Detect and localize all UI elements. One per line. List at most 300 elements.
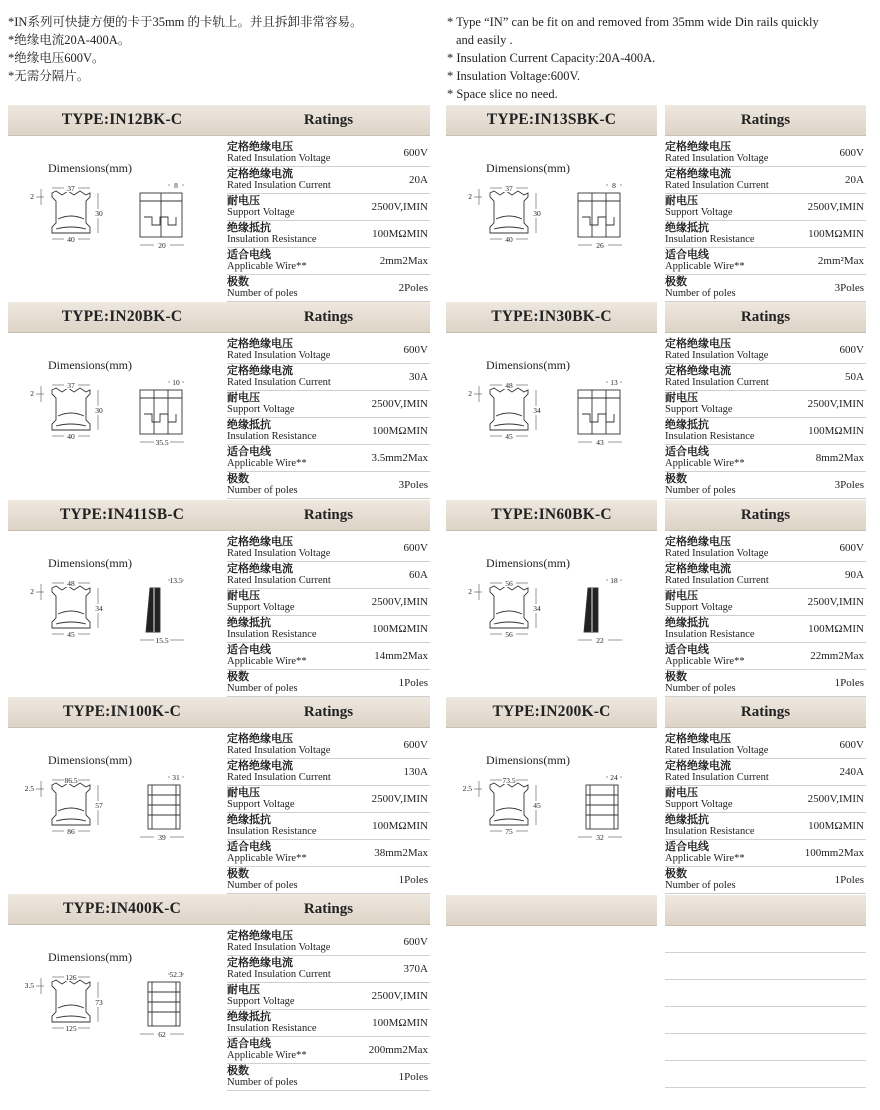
rating-value: 2500V,IMIN: [371, 201, 428, 213]
rating-label-cn: 适合电线: [227, 643, 271, 656]
dimension-value: 43: [596, 438, 604, 447]
ratings-table: [665, 535, 866, 697]
rating-value: 14mm2Max: [374, 650, 428, 662]
rating-label-en: Support Voltage: [665, 404, 733, 415]
rating-label-cn: 定格绝缘电流: [227, 759, 293, 772]
rating-value: 600V: [839, 344, 864, 356]
intro-en-line: * Insulation Voltage:600V.: [447, 69, 580, 83]
rating-value: 2500V,IMIN: [371, 990, 428, 1002]
rating-row: [665, 337, 866, 364]
rating-label-en: Rated Insulation Voltage: [227, 745, 331, 756]
rating-value: 3Poles: [834, 479, 864, 491]
dimension-drawing: [466, 179, 646, 279]
dimension-drawing: [462, 771, 646, 871]
ratings-table: [665, 140, 866, 302]
product-block: [0, 302, 880, 499]
rating-label-en: Number of poles: [227, 1077, 298, 1088]
rating-label: [665, 733, 768, 757]
rating-value: 38mm2Max: [374, 847, 428, 859]
product-type-title: TYPE:IN411SB-C: [8, 500, 236, 531]
rating-row: [665, 275, 866, 302]
rating-label: [665, 617, 755, 641]
dimension-value: 2.5: [462, 784, 472, 793]
rating-label-cn: 耐电压: [227, 194, 260, 207]
rating-label-cn: 定格绝缘电压: [227, 535, 293, 548]
dimension-value: 86.5: [64, 776, 78, 785]
rating-label: [665, 446, 745, 470]
dimension-value: 2: [30, 587, 34, 596]
rating-label-cn: 定格绝缘电流: [665, 759, 731, 772]
dimension-value: 37: [67, 381, 75, 390]
rating-row: [665, 391, 866, 418]
side-view: [578, 390, 620, 434]
rating-value: 30A: [409, 371, 428, 383]
rating-label-cn: 适合电线: [665, 643, 709, 656]
rating-label-en: Number of poles: [227, 288, 298, 299]
intro-en-line: * Type “IN” can be fit on and removed from 35mm wide Din rails quickly: [447, 15, 819, 29]
ratings-heading: Ratings: [227, 302, 430, 333]
dimension-value: 2: [468, 389, 472, 398]
rating-label-en: Support Voltage: [227, 404, 295, 415]
rating-row: [665, 643, 866, 670]
rating-row: [665, 562, 866, 589]
rating-label-en: Rated Insulation Voltage: [227, 153, 331, 164]
dimension-value: 45: [505, 432, 513, 441]
empty-header-bar: [665, 895, 866, 926]
rating-value: 8mm2Max: [815, 452, 864, 464]
ratings-table: [665, 732, 866, 894]
terminal-drawing-svg: [466, 376, 646, 476]
ratings-heading: Ratings: [227, 500, 430, 531]
dimension-value: 75: [505, 827, 513, 836]
rating-label: [665, 168, 769, 192]
rating-label-en: Rated Insulation Current: [227, 772, 331, 783]
front-view: [490, 586, 528, 628]
rating-label: [665, 590, 733, 614]
rating-label-cn: 定格绝缘电流: [665, 167, 731, 180]
rating-value: 100MΩMIN: [372, 1017, 428, 1029]
dimension-drawing: [466, 574, 646, 674]
rating-value: 2500V,IMIN: [371, 398, 428, 410]
terminal-drawing-svg: [466, 179, 646, 279]
dimension-value: 57: [95, 801, 103, 810]
rating-label-cn: 适合电线: [227, 248, 271, 261]
rating-label-cn: 绝缘抵抗: [227, 418, 271, 431]
intro-en-line: * Insulation Current Capacity:20A-400A.: [447, 51, 656, 65]
rating-value: 600V: [839, 542, 864, 554]
product-type-title: TYPE:IN13SBK-C: [446, 105, 657, 136]
intro-english: [447, 13, 867, 103]
rating-label-cn: 耐电压: [227, 589, 260, 602]
rating-label-en: Insulation Resistance: [665, 629, 755, 640]
rating-label-en: Applicable Wire**: [227, 261, 307, 272]
rating-label-en: Support Voltage: [665, 207, 733, 218]
product-block: [0, 697, 880, 894]
rating-label-cn: 定格绝缘电压: [227, 929, 293, 942]
rating-row: [227, 929, 430, 956]
rating-value: 100MΩMIN: [372, 623, 428, 635]
rating-label-en: Number of poles: [665, 683, 736, 694]
rating-row: [665, 167, 866, 194]
rating-row: [227, 1037, 430, 1064]
rating-label: [665, 276, 736, 300]
rating-row: [665, 670, 866, 697]
product-block: [0, 105, 880, 302]
rating-label-en: Applicable Wire**: [227, 458, 307, 469]
rating-label: [665, 644, 745, 668]
dimension-value: 35.5: [155, 438, 169, 447]
dimension-value: 32: [596, 833, 604, 842]
rating-label-cn: 定格绝缘电压: [227, 732, 293, 745]
rating-label-cn: 适合电线: [665, 445, 709, 458]
dimension-value: 34: [533, 406, 541, 415]
rating-label-cn: 极数: [227, 867, 249, 880]
rating-value: 600V: [403, 739, 428, 751]
ratings-heading: Ratings: [665, 105, 866, 136]
rating-label: [665, 760, 769, 784]
rating-label-cn: 极数: [665, 867, 687, 880]
rating-label: [665, 841, 745, 865]
rating-label-cn: 绝缘抵抗: [227, 616, 271, 629]
rating-row: [665, 535, 866, 562]
front-view: [52, 980, 90, 1022]
rating-label-cn: 绝缘抵抗: [665, 221, 709, 234]
dimension-value: 40: [505, 235, 513, 244]
dimension-value: 22: [596, 636, 604, 645]
dimensions-label: Dimensions(mm): [48, 358, 132, 372]
rating-label-cn: 极数: [227, 275, 249, 288]
rating-label-cn: 极数: [665, 472, 687, 485]
product-type-title: TYPE:IN200K-C: [446, 697, 657, 728]
rating-label-cn: 定格绝缘电流: [227, 364, 293, 377]
rating-value: 2500V,IMIN: [371, 596, 428, 608]
rating-label-en: Insulation Resistance: [227, 629, 317, 640]
rating-label-cn: 定格绝缘电压: [227, 140, 293, 153]
dimension-value: 24: [610, 773, 618, 782]
rating-label-en: Rated Insulation Voltage: [227, 350, 331, 361]
rating-row: [227, 983, 430, 1010]
dimension-value: 86: [67, 827, 75, 836]
ratings-heading: Ratings: [227, 697, 430, 728]
rating-value: 100MΩMIN: [372, 228, 428, 240]
rating-value: 600V: [403, 344, 428, 356]
dimension-value: 20: [158, 241, 166, 250]
rating-label: [227, 1065, 298, 1089]
rating-label-cn: 适合电线: [227, 840, 271, 853]
rating-label-cn: 绝缘抵抗: [227, 221, 271, 234]
product-type-title: TYPE:IN12BK-C: [8, 105, 236, 136]
rating-value: 600V: [839, 147, 864, 159]
rating-value: 370A: [403, 963, 428, 975]
dimensions-label: Dimensions(mm): [486, 358, 570, 372]
ratings-heading: Ratings: [665, 697, 866, 728]
intro-chinese: [8, 13, 428, 85]
dimension-value: 18: [610, 576, 618, 585]
rating-value: 100MΩMIN: [372, 425, 428, 437]
ratings-table: [227, 929, 430, 1091]
dimension-value: 52.3: [169, 970, 183, 979]
rating-label-en: Rated Insulation Voltage: [227, 942, 331, 953]
rating-label-cn: 适合电线: [227, 445, 271, 458]
rating-label-cn: 定格绝缘电流: [665, 364, 731, 377]
terminal-drawing-svg: [24, 968, 208, 1068]
rating-row: [665, 759, 866, 786]
rating-label-cn: 绝缘抵抗: [665, 813, 709, 826]
rating-label-en: Number of poles: [227, 683, 298, 694]
dimension-value: 2: [468, 192, 472, 201]
rating-value: 600V: [403, 542, 428, 554]
rating-label-en: Number of poles: [665, 485, 736, 496]
dimension-value: 30: [95, 209, 103, 218]
rating-label-cn: 极数: [665, 275, 687, 288]
rating-label: [665, 536, 768, 560]
terminal-drawing-svg: [466, 574, 646, 674]
rating-label-en: Insulation Resistance: [665, 431, 755, 442]
empty-rating-lines: [665, 926, 866, 1088]
dimension-value: 15.5: [155, 636, 169, 645]
side-view: [586, 785, 618, 829]
rating-label-cn: 绝缘抵抗: [665, 616, 709, 629]
rating-value: 240A: [839, 766, 864, 778]
rating-label-en: Rated Insulation Voltage: [227, 548, 331, 559]
rating-label-cn: 定格绝缘电压: [665, 140, 731, 153]
rating-label-en: Support Voltage: [227, 799, 295, 810]
dimension-value: 10: [172, 378, 180, 387]
rating-label-en: Applicable Wire**: [665, 853, 745, 864]
rating-value: 2500V,IMIN: [807, 201, 864, 213]
rating-value: 2Poles: [398, 282, 428, 294]
rating-value: 130A: [403, 766, 428, 778]
intro-en-line: and easily .: [456, 33, 513, 47]
rating-label-en: Rated Insulation Current: [665, 772, 769, 783]
dimension-value: 37: [505, 184, 513, 193]
product-type-title: TYPE:IN400K-C: [8, 894, 236, 925]
rating-value: 2500V,IMIN: [371, 793, 428, 805]
rating-label-cn: 适合电线: [665, 248, 709, 261]
rating-label-en: Support Voltage: [227, 996, 295, 1007]
rating-label-en: Insulation Resistance: [665, 234, 755, 245]
dimension-value: 45: [533, 801, 541, 810]
rating-label-cn: 适合电线: [227, 1037, 271, 1050]
rating-label-cn: 绝缘抵抗: [227, 813, 271, 826]
rating-value: 22mm2Max: [810, 650, 864, 662]
empty-header-bar: [446, 895, 657, 926]
rating-label-en: Insulation Resistance: [227, 1023, 317, 1034]
rating-label: [665, 671, 736, 695]
rating-label: [227, 1038, 307, 1062]
front-view: [490, 388, 528, 430]
rating-label: [665, 141, 768, 165]
rating-value: 50A: [845, 371, 864, 383]
rating-label-en: Insulation Resistance: [227, 234, 317, 245]
rating-row: [665, 813, 866, 840]
dimension-value: 13: [610, 378, 618, 387]
dimension-value: 26: [596, 241, 604, 250]
rating-row: [665, 589, 866, 616]
rating-label: [665, 195, 733, 219]
rating-value: 1Poles: [398, 1071, 428, 1083]
rating-value: 2500V,IMIN: [807, 596, 864, 608]
product-type-title: TYPE:IN100K-C: [8, 697, 236, 728]
rating-label-cn: 耐电压: [665, 194, 698, 207]
rating-label-en: Number of poles: [227, 880, 298, 891]
dimensions-label: Dimensions(mm): [48, 753, 132, 767]
rating-label-cn: 定格绝缘电压: [665, 732, 731, 745]
dimension-value: 40: [67, 432, 75, 441]
rating-label-cn: 定格绝缘电流: [227, 562, 293, 575]
rating-label-en: Applicable Wire**: [665, 656, 745, 667]
rating-label: [665, 563, 769, 587]
dimension-value: 45: [67, 630, 75, 639]
ratings-heading: Ratings: [227, 894, 430, 925]
rating-row: [227, 1010, 430, 1037]
rating-label-en: Insulation Resistance: [227, 431, 317, 442]
dimension-value: 56: [505, 579, 513, 588]
rating-row: [665, 364, 866, 391]
rating-value: 100MΩMIN: [372, 820, 428, 832]
dimension-value: 30: [95, 406, 103, 415]
rating-label: [665, 787, 733, 811]
dimension-value: 8: [174, 181, 178, 190]
dimension-value: 48: [67, 579, 75, 588]
rating-label: [665, 473, 736, 497]
rating-label-en: Applicable Wire**: [227, 1050, 307, 1061]
product-type-title: TYPE:IN60BK-C: [446, 500, 657, 531]
side-view: [148, 982, 180, 1026]
rating-label: [227, 930, 330, 954]
rating-row: [665, 786, 866, 813]
rating-label-cn: 绝缘抵抗: [665, 418, 709, 431]
rating-label-cn: 极数: [665, 670, 687, 683]
rating-label-en: Support Voltage: [665, 602, 733, 613]
rating-row: [665, 616, 866, 643]
rating-label-cn: 耐电压: [227, 983, 260, 996]
terminal-drawing-svg: [462, 771, 646, 871]
rating-value: 20A: [409, 174, 428, 186]
dimension-value: 2: [468, 587, 472, 596]
rating-label-en: Number of poles: [227, 485, 298, 496]
rating-label-en: Insulation Resistance: [665, 826, 755, 837]
ratings-heading: Ratings: [665, 302, 866, 333]
rating-label-cn: 耐电压: [227, 786, 260, 799]
rating-label-en: Rated Insulation Voltage: [665, 745, 769, 756]
rating-label-cn: 耐电压: [227, 391, 260, 404]
rating-value: 600V: [403, 936, 428, 948]
rating-label: [227, 957, 331, 981]
dimensions-label: Dimensions(mm): [486, 556, 570, 570]
rating-row: [665, 840, 866, 867]
rating-value: 100mm2Max: [804, 847, 864, 859]
rating-label: [665, 419, 755, 443]
product-type-title: TYPE:IN20BK-C: [8, 302, 236, 333]
rating-value: 1Poles: [834, 874, 864, 886]
rating-label-cn: 定格绝缘电压: [665, 535, 731, 548]
dimension-value: 13.5: [169, 576, 183, 585]
rating-label: [665, 392, 733, 416]
dimension-value: 31: [172, 773, 180, 782]
rating-label-en: Applicable Wire**: [227, 853, 307, 864]
rating-label-en: Rated Insulation Current: [227, 575, 331, 586]
intro-cn-line: *IN系列可快捷方便的卡于35mm 的卡轨上。并且拆卸非常容易。: [8, 15, 363, 29]
ratings-heading: Ratings: [227, 105, 430, 136]
rating-label-en: Support Voltage: [227, 602, 295, 613]
dimension-value: 126: [65, 973, 77, 982]
dimensions-label: Dimensions(mm): [48, 556, 132, 570]
rating-label-en: Support Voltage: [227, 207, 295, 218]
dimension-value: 34: [533, 604, 541, 613]
dimension-value: 34: [95, 604, 103, 613]
dimension-value: 48: [505, 381, 513, 390]
ratings-heading: Ratings: [665, 500, 866, 531]
rating-label-cn: 定格绝缘电压: [665, 337, 731, 350]
rating-value: 3.5mm2Max: [371, 452, 428, 464]
dimension-value: 73: [95, 998, 103, 1007]
dimensions-label: Dimensions(mm): [486, 161, 570, 175]
rating-row: [665, 194, 866, 221]
rating-label-en: Rated Insulation Current: [665, 575, 769, 586]
rating-value: 100MΩMIN: [808, 425, 864, 437]
product-block: [0, 500, 880, 697]
rating-label: [665, 338, 768, 362]
rating-label-cn: 适合电线: [665, 840, 709, 853]
rating-value: 20A: [845, 174, 864, 186]
rating-value: 2mm²Max: [817, 255, 864, 267]
side-view: [584, 588, 598, 632]
rating-label-cn: 耐电压: [665, 786, 698, 799]
rating-label-en: Rated Insulation Current: [227, 180, 331, 191]
rating-row: [665, 221, 866, 248]
rating-value: 100MΩMIN: [808, 820, 864, 832]
dimension-value: 2.5: [24, 784, 34, 793]
rating-value: 2mm2Max: [379, 255, 428, 267]
rating-label-cn: 定格绝缘电流: [665, 562, 731, 575]
rating-value: 100MΩMIN: [808, 228, 864, 240]
rating-label-cn: 定格绝缘电流: [227, 167, 293, 180]
dimension-value: 3.5: [24, 981, 34, 990]
rating-label-en: Rated Insulation Current: [227, 377, 331, 388]
rating-label: [227, 984, 295, 1008]
dimension-value: 2: [30, 389, 34, 398]
rating-row: [665, 867, 866, 894]
rating-label: [227, 1011, 317, 1035]
rating-row: [665, 732, 866, 759]
rating-value: 60A: [409, 569, 428, 581]
side-view: [578, 193, 620, 237]
rating-label-en: Applicable Wire**: [227, 656, 307, 667]
dimension-value: 39: [158, 833, 166, 842]
intro-cn-line: *无需分隔片。: [8, 69, 90, 83]
rating-row: [227, 956, 430, 983]
rating-label-en: Insulation Resistance: [227, 826, 317, 837]
rating-label-en: Rated Insulation Current: [665, 377, 769, 388]
dimension-drawing: [24, 968, 208, 1068]
rating-row: [665, 140, 866, 167]
rating-value: 1Poles: [398, 874, 428, 886]
rating-value: 3Poles: [834, 282, 864, 294]
intro-cn-line: *绝缘电流20A-400A。: [8, 33, 131, 47]
dimensions-label: Dimensions(mm): [486, 753, 570, 767]
dimension-drawing: [466, 376, 646, 476]
dimension-value: 37: [67, 184, 75, 193]
product-type-title: TYPE:IN30BK-C: [446, 302, 657, 333]
rating-label-en: Rated Insulation Current: [665, 180, 769, 191]
dimension-value: 62: [158, 1030, 166, 1039]
rating-label-en: Applicable Wire**: [665, 458, 745, 469]
dimension-value: 56: [505, 630, 513, 639]
rating-label-cn: 定格绝缘电压: [227, 337, 293, 350]
rating-row: [665, 445, 866, 472]
rating-row: [665, 472, 866, 499]
